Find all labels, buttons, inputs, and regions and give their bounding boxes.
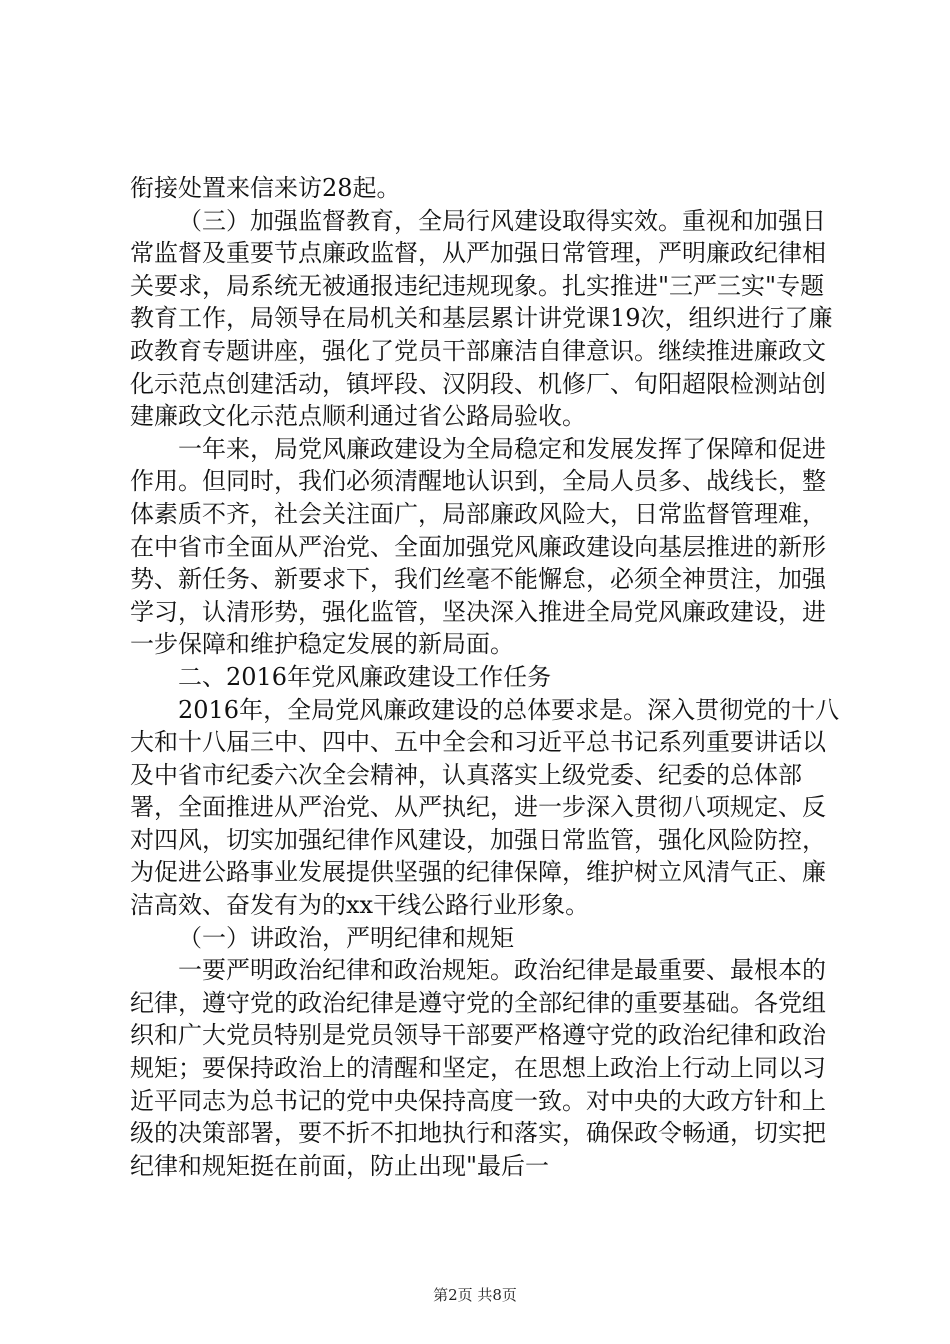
paragraph-overall-requirements: 2016年，全局党风廉政建设的总体要求是。深入贯彻党的十八大和十八届三中、四中、五中全会和习近平总书记系列重要讲话以及中省市纪委六次全会精神，认真落实上级党委、纪委的总体部署，全面推进从严治党、从严执纪，进一步深入贯彻八项规定、反对四风，切实加强纪律作风建设，加强日常监管，强化风险防控，为促进公路事业发展提供坚强的纪律保障，维护树立风清气正、廉洁高效、奋发有为的xx干线公路行业形象。: [130, 695, 840, 920]
document-body: [130, 172, 840, 1182]
paragraph-continuation: 衔接处置来信来访28起。: [130, 174, 401, 202]
subsection-heading-politics: （一）讲政治，严明纪律和规矩: [178, 923, 514, 952]
paragraph-supervision-education: （三）加强监督教育，全局行风建设取得实效。重视和加强日常监督及重要节点廉政监督，从严加强日常管理，严明廉政纪律相关要求，局系统无被通报违纪违规现象。扎实推进"三严三实"专题教育工作，局领导在局机关和基层累计讲党课19次，组织进行了廉政教育专题讲座，强化了党员干部廉洁自律意识。继续推进廉政文化示范点创建活动，镇坪段、汉阴段、机修厂、旬阳超限检测站创建廉政文化示范点顺利通过省公路局验收。: [130, 206, 833, 431]
paragraph-political-discipline: 一要严明政治纪律和政治规矩。政治纪律是最重要、最根本的纪律，遵守党的政治纪律是遵守党的全部纪律的重要基础。各党组织和广大党员特别是党员领导干部要严格遵守党的政治纪律和政治规矩；要保持政治上的清醒和坚定，在思想上政治上行动上同以习近平同志为总书记的党中央保持高度一致。对中央的大政方针和上级的决策部署，要不折不扣地执行和落实，确保政令畅通，切实把纪律和规矩挺在前面，防止出现"最后一: [130, 956, 826, 1180]
paragraph-year-review: 一年来，局党风廉政建设为全局稳定和发展发挥了保障和促进作用。但同时，我们必须清醒地认识到，全局人员多、战线长，整体素质不齐，社会关注面广，局部廉政风险大，日常监督管理难，在中省市全面从严治党、全面加强党风廉政建设向基层推进的新形势、新任务、新要求下，我们丝毫不能懈怠，必须全神贯注，加强学习，认清形势，强化监管，坚决深入推进全局党风廉政建设，进一步保障和维护稳定发展的新局面。: [130, 434, 826, 659]
section-heading-2016-tasks: 二、2016年党风廉政建设工作任务: [178, 662, 552, 691]
page-number-footer: 第2页 共8页: [433, 1286, 517, 1304]
